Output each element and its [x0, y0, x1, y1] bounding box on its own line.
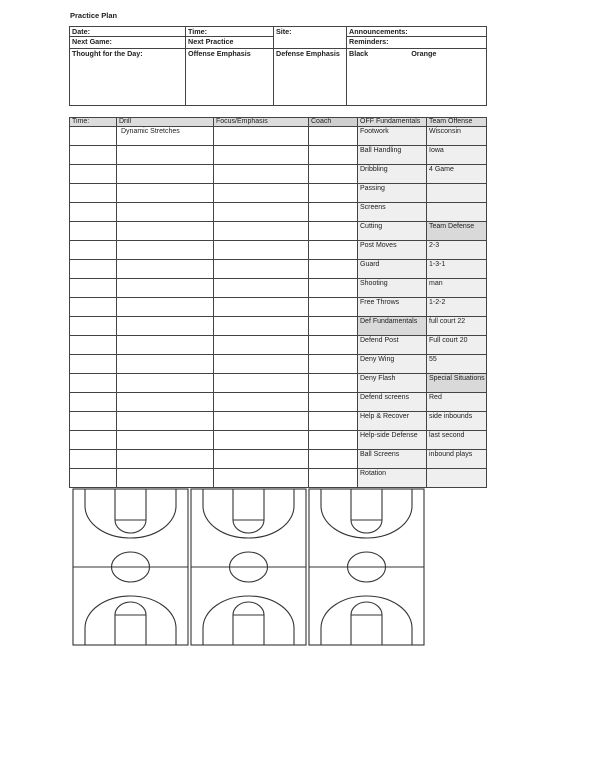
announcements-field[interactable]: Announcements:	[347, 27, 487, 37]
focus-cell[interactable]	[214, 450, 309, 469]
focus-cell[interactable]	[214, 165, 309, 184]
team-cell[interactable]: 2-3	[427, 241, 487, 260]
table-row	[70, 374, 487, 393]
time-field[interactable]: Time:	[186, 27, 274, 37]
table-row	[70, 393, 487, 412]
time-cell[interactable]	[70, 146, 117, 165]
drill-cell[interactable]	[117, 298, 214, 317]
table-row	[70, 431, 487, 450]
table-row	[70, 203, 487, 222]
team-cell[interactable]: Special Situations	[427, 374, 487, 393]
basketball-court-diagram[interactable]	[190, 488, 307, 646]
date-field[interactable]: Date:	[70, 27, 186, 37]
team-cell[interactable]: man	[427, 279, 487, 298]
focus-cell[interactable]	[214, 355, 309, 374]
time-cell[interactable]	[70, 222, 117, 241]
focus-cell[interactable]	[214, 412, 309, 431]
drill-cell[interactable]	[117, 355, 214, 374]
header-team-offense: Team Offense	[427, 118, 487, 127]
page-title: Practice Plan	[70, 11, 118, 20]
team-cell[interactable]: Red	[427, 393, 487, 412]
table-row	[70, 241, 487, 260]
next-game-field[interactable]: Next Game:	[70, 37, 186, 49]
time-cell[interactable]	[70, 184, 117, 203]
drill-cell[interactable]	[117, 241, 214, 260]
drill-cell[interactable]	[117, 469, 214, 488]
team-cell[interactable]: side inbounds	[427, 412, 487, 431]
time-cell[interactable]	[70, 412, 117, 431]
team-cell[interactable]: Full court 20	[427, 336, 487, 355]
team-cell[interactable]: 1-3-1	[427, 260, 487, 279]
drill-cell[interactable]	[117, 374, 214, 393]
fundamental-cell[interactable]: Footwork	[358, 127, 427, 146]
fundamental-cell[interactable]: Shooting	[358, 279, 427, 298]
table-row	[70, 298, 487, 317]
reminders-field[interactable]: Reminders:	[347, 37, 487, 49]
team-cell[interactable]: Iowa	[427, 146, 487, 165]
team-cell[interactable]: 55	[427, 355, 487, 374]
drill-cell[interactable]	[117, 165, 214, 184]
time-cell[interactable]	[70, 165, 117, 184]
fundamental-cell[interactable]: Guard	[358, 260, 427, 279]
fundamental-cell[interactable]: Rotation	[358, 469, 427, 488]
drill-cell[interactable]	[117, 279, 214, 298]
offense-emphasis-field[interactable]: Offense Emphasis	[186, 49, 274, 106]
time-cell[interactable]	[70, 317, 117, 336]
fundamental-cell[interactable]: Deny Wing	[358, 355, 427, 374]
coach-cell[interactable]	[309, 336, 358, 355]
coach-cell[interactable]	[309, 469, 358, 488]
coach-cell[interactable]	[309, 184, 358, 203]
time-cell[interactable]	[70, 203, 117, 222]
coach-cell[interactable]	[309, 279, 358, 298]
focus-cell[interactable]	[214, 241, 309, 260]
team-cell[interactable]: full court 22	[427, 317, 487, 336]
defense-emphasis-field[interactable]: Defense Emphasis	[274, 49, 347, 106]
focus-cell[interactable]	[214, 184, 309, 203]
basketball-court-diagram[interactable]	[308, 488, 425, 646]
coach-cell[interactable]	[309, 374, 358, 393]
coach-cell[interactable]	[309, 222, 358, 241]
fundamental-cell[interactable]: Help-side Defense	[358, 431, 427, 450]
focus-cell[interactable]	[214, 469, 309, 488]
time-cell[interactable]	[70, 260, 117, 279]
focus-cell[interactable]	[214, 298, 309, 317]
team-cell[interactable]: 4 Game	[427, 165, 487, 184]
focus-cell[interactable]	[214, 222, 309, 241]
table-row	[70, 260, 487, 279]
orange-label: Orange	[411, 49, 437, 58]
table-row	[70, 127, 487, 146]
team-cell[interactable]	[427, 203, 487, 222]
focus-cell[interactable]	[214, 203, 309, 222]
table-row	[70, 412, 487, 431]
practice-schedule-table	[69, 117, 487, 488]
team-colors-field[interactable]	[347, 49, 487, 106]
basketball-court-diagram[interactable]	[72, 488, 189, 646]
team-cell[interactable]: inbound plays	[427, 450, 487, 469]
team-cell[interactable]: 1-2-2	[427, 298, 487, 317]
fundamental-cell[interactable]: Passing	[358, 184, 427, 203]
focus-cell[interactable]	[214, 393, 309, 412]
drill-cell[interactable]: Dynamic Stretches	[117, 127, 214, 146]
thought-field[interactable]: Thought for the Day:	[70, 49, 186, 106]
header-coach: Coach	[309, 118, 358, 127]
team-cell[interactable]	[427, 184, 487, 203]
focus-cell[interactable]	[214, 279, 309, 298]
time-cell[interactable]	[70, 127, 117, 146]
table-row	[70, 279, 487, 298]
coach-cell[interactable]	[309, 431, 358, 450]
time-cell[interactable]	[70, 431, 117, 450]
fundamental-cell[interactable]: Post Moves	[358, 241, 427, 260]
focus-cell[interactable]	[214, 260, 309, 279]
table-row	[70, 222, 487, 241]
time-cell[interactable]	[70, 279, 117, 298]
fundamental-cell[interactable]: Deny Flash	[358, 374, 427, 393]
drill-cell[interactable]	[117, 412, 214, 431]
coach-cell[interactable]	[309, 355, 358, 374]
table-row	[70, 450, 487, 469]
time-cell[interactable]	[70, 393, 117, 412]
fundamental-cell[interactable]: Defend Post	[358, 336, 427, 355]
coach-cell[interactable]	[309, 393, 358, 412]
time-cell[interactable]	[70, 241, 117, 260]
fundamental-cell[interactable]: Ball Screens	[358, 450, 427, 469]
time-cell[interactable]	[70, 469, 117, 488]
info-table	[69, 26, 487, 106]
coach-cell[interactable]	[309, 450, 358, 469]
team-cell[interactable]: Team Defense	[427, 222, 487, 241]
table-row	[70, 469, 487, 488]
time-cell[interactable]	[70, 355, 117, 374]
header-off-fundamentals: OFF Fundamentals	[358, 118, 427, 127]
focus-cell[interactable]	[214, 317, 309, 336]
coach-cell[interactable]	[309, 165, 358, 184]
time-cell[interactable]	[70, 374, 117, 393]
table-row	[70, 165, 487, 184]
team-cell[interactable]: Wisconsin	[427, 127, 487, 146]
coach-cell[interactable]	[309, 317, 358, 336]
focus-cell[interactable]	[214, 431, 309, 450]
next-practice-field[interactable]: Next Practice	[186, 37, 274, 49]
team-cell[interactable]: last second	[427, 431, 487, 450]
drill-cell[interactable]	[117, 184, 214, 203]
fundamental-cell[interactable]: Defend screens	[358, 393, 427, 412]
team-cell[interactable]	[427, 469, 487, 488]
time-cell[interactable]	[70, 450, 117, 469]
table-row	[70, 355, 487, 374]
fundamental-cell[interactable]: Free Throws	[358, 298, 427, 317]
drill-cell[interactable]	[117, 260, 214, 279]
drill-cell[interactable]	[117, 450, 214, 469]
drill-cell[interactable]	[117, 393, 214, 412]
time-cell[interactable]	[70, 336, 117, 355]
fundamental-cell[interactable]: Dribbling	[358, 165, 427, 184]
table-row	[70, 146, 487, 165]
fundamental-cell[interactable]: Screens	[358, 203, 427, 222]
table-row	[70, 184, 487, 203]
header-time: Time:	[70, 118, 117, 127]
fundamental-cell[interactable]: Ball Handling	[358, 146, 427, 165]
coach-cell[interactable]	[309, 260, 358, 279]
black-label: Black	[349, 49, 369, 58]
focus-cell[interactable]	[214, 374, 309, 393]
drill-cell[interactable]	[117, 203, 214, 222]
focus-cell[interactable]	[214, 146, 309, 165]
time-cell[interactable]	[70, 298, 117, 317]
table-row	[70, 317, 487, 336]
coach-cell[interactable]	[309, 241, 358, 260]
site-field[interactable]: Site:	[274, 27, 347, 49]
coach-cell[interactable]	[309, 127, 358, 146]
header-focus: Focus/Emphasis	[214, 118, 309, 127]
fundamental-cell[interactable]: Def Fundamentals	[358, 317, 427, 336]
table-header-row	[70, 118, 487, 127]
coach-cell[interactable]	[309, 146, 358, 165]
drill-cell[interactable]	[117, 317, 214, 336]
header-drill: Drill	[117, 118, 214, 127]
drill-cell[interactable]	[117, 222, 214, 241]
coach-cell[interactable]	[309, 203, 358, 222]
fundamental-cell[interactable]: Help & Recover	[358, 412, 427, 431]
coach-cell[interactable]	[309, 298, 358, 317]
drill-cell[interactable]	[117, 431, 214, 450]
focus-cell[interactable]	[214, 127, 309, 146]
drill-cell[interactable]	[117, 336, 214, 355]
fundamental-cell[interactable]: Cutting	[358, 222, 427, 241]
focus-cell[interactable]	[214, 336, 309, 355]
coach-cell[interactable]	[309, 412, 358, 431]
table-row	[70, 336, 487, 355]
drill-cell[interactable]	[117, 146, 214, 165]
